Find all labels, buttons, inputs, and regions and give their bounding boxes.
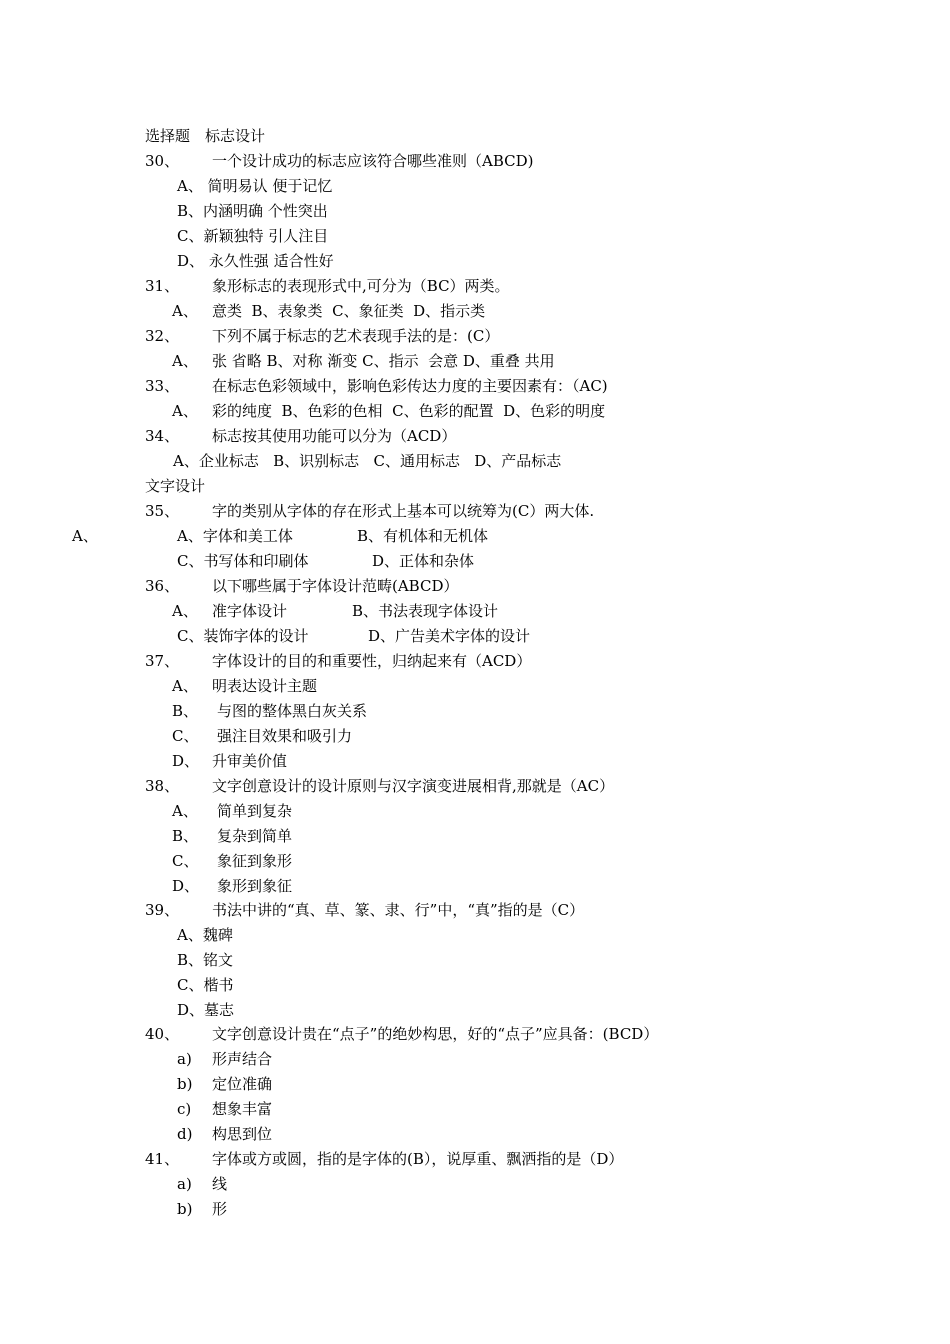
option-label: A、: [172, 352, 198, 370]
question-number: 30、: [145, 152, 180, 170]
option-label: D、: [172, 877, 200, 895]
question-text: 标志按其使用功能可以分为（ACD）: [212, 427, 457, 445]
question-text: 文字创意设计贵在“点子”的绝妙构思，好的“点子”应具备：(BCD）: [212, 1025, 659, 1043]
question-text: 在标志色彩领域中，影响色彩传达力度的主要因素有：（AC): [212, 377, 608, 395]
option-label: A、: [172, 402, 198, 420]
option: C、书写体和印刷体: [177, 552, 309, 570]
option-text: 构思到位: [212, 1125, 273, 1143]
option: C、装饰字体的设计: [177, 627, 309, 645]
option-label: D、: [172, 752, 200, 770]
option: B、有机体和无机体: [357, 527, 489, 545]
option: D、 永久性强 适合性好: [177, 252, 334, 270]
option: D、正体和杂体: [372, 552, 475, 570]
option-text: 升审美价值: [212, 752, 288, 770]
option-label: A、: [72, 527, 98, 545]
question-number: 35、: [145, 502, 180, 520]
section-heading-type-design: 文字设计: [145, 477, 206, 495]
question-text: 象形标志的表现形式中,可分为（BC）两类。: [212, 277, 510, 295]
section-heading-logo-design: 选择题 标志设计: [145, 127, 266, 145]
option-row: 彩的纯度 B、色彩的色相 C、色彩的配置 D、色彩的明度: [212, 402, 606, 420]
option-text: 复杂到简单: [217, 827, 293, 845]
question-number: 31、: [145, 277, 180, 295]
option-text: 与图的整体黑白灰关系: [217, 702, 368, 720]
option-label: C、: [172, 852, 199, 870]
option-text: 象形到象征: [217, 877, 293, 895]
question-number: 40、: [145, 1025, 180, 1043]
option-label: B、: [172, 702, 199, 720]
question-text: 字的类别从字体的存在形式上基本可以统筹为(C）两大体.: [212, 502, 595, 520]
option: D、墓志: [177, 1001, 235, 1019]
option-label: A、: [172, 677, 198, 695]
option: B、内涵明确 个性突出: [177, 202, 328, 220]
option-label: d): [177, 1125, 193, 1143]
option-text: 线: [212, 1175, 228, 1193]
option-text: 简单到复杂: [217, 802, 293, 820]
option: A、 简明易认 便于记忆: [177, 177, 333, 195]
option-label: b): [177, 1075, 193, 1093]
option: A、魏碑: [177, 926, 233, 944]
option-text: 定位准确: [212, 1075, 273, 1093]
option-label: A、: [172, 602, 198, 620]
question-number: 38、: [145, 777, 180, 795]
option-label: A、: [172, 802, 198, 820]
question-text: 文字创意设计的设计原则与汉字演变进展相背,那就是（AC）: [212, 777, 615, 795]
option-label: c): [177, 1100, 192, 1118]
question-number: 33、: [145, 377, 180, 395]
option-text: 强注目效果和吸引力: [217, 727, 353, 745]
option-label: C、: [172, 727, 199, 745]
option: A、字体和美工体: [177, 527, 293, 545]
option: B、书法表现字体设计: [352, 602, 499, 620]
option-row: 意类 B、表象类 C、象征类 D、指示类: [212, 302, 486, 320]
question-number: 32、: [145, 327, 180, 345]
question-text: 一个设计成功的标志应该符合哪些准则（ABCD): [212, 152, 534, 170]
option-text: 形: [212, 1200, 228, 1218]
question-number: 36、: [145, 577, 180, 595]
option-label: a): [177, 1050, 192, 1068]
question-text: 字体或方或圆，指的是字体的(B），说厚重、飘洒指的是（D）: [212, 1150, 624, 1168]
question-number: 39、: [145, 901, 180, 919]
option-label: a): [177, 1175, 192, 1193]
option-text: 明表达设计主题: [212, 677, 318, 695]
option-label: B、: [172, 827, 199, 845]
question-text: 以下哪些属于字体设计范畴(ABCD）: [212, 577, 459, 595]
option-text: 象征到象形: [217, 852, 293, 870]
option-text: 形声结合: [212, 1050, 273, 1068]
option: B、铭文: [177, 951, 234, 969]
option-row: A、企业标志 B、识别标志 C、通用标志 D、产品标志: [173, 452, 562, 470]
option: C、楷书: [177, 976, 234, 994]
option-label: A、: [172, 302, 198, 320]
option-row: 张 省略 B、对称 渐变 C、指示 会意 D、重叠 共用: [212, 352, 555, 370]
option-label: b): [177, 1200, 193, 1218]
question-text: 下列不属于标志的艺术表现手法的是：(C）: [212, 327, 500, 345]
question-number: 41、: [145, 1150, 180, 1168]
option: 准字体设计: [212, 602, 288, 620]
question-number: 37、: [145, 652, 180, 670]
option: D、广告美术字体的设计: [368, 627, 531, 645]
question-number: 34、: [145, 427, 180, 445]
option-text: 想象丰富: [212, 1100, 273, 1118]
question-text: 书法中讲的“真、草、篆、隶、行”中，“真”指的是（C）: [212, 901, 585, 919]
question-text: 字体设计的目的和重要性，归纳起来有（ACD）: [212, 652, 532, 670]
option: C、新颖独特 引人注目: [177, 227, 329, 245]
